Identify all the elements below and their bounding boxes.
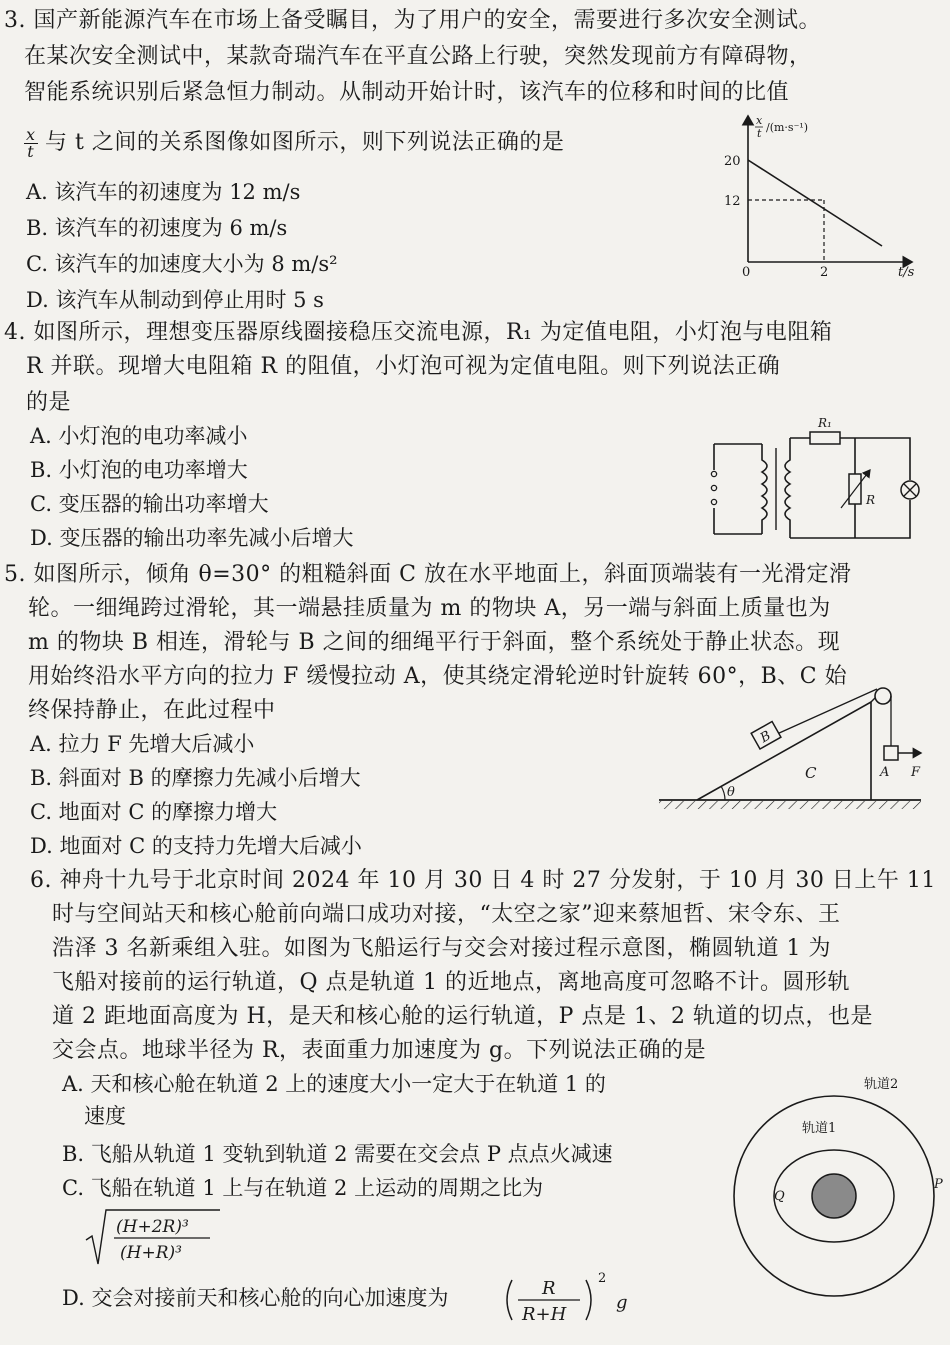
q6-orbit-2-label: 轨道2 [864,1077,899,1092]
q3-xt-graph [720,110,920,285]
q5-force-label: F [911,765,921,780]
q6-stem-line1: 6. 神舟十九号于北京时间 2024 年 10 月 30 日 4 时 27 分发射，于 10 月 30 日上午 11 [30,868,936,893]
q3-option-a[interactable]: A. 该汽车的初速度为 12 m/s [26,180,301,204]
q6-stem-line3: 浩泽 3 名新乘组入驻。如图为飞船运行与交会对接过程示意图，椭圆轨道 1 为 [52,936,831,961]
q5-block-a [884,746,898,760]
q6-option-d-formula [502,1268,642,1328]
q6-stem-line2: 时与空间站天和核心舱前向端口成功对接，“太空之家”迎来蔡旭哲、宋令东、王 [52,902,841,927]
q3-x-label: t/s [898,265,915,280]
q5-option-c[interactable]: C. 地面对 C 的摩擦力增大 [30,800,278,824]
q6-stem-line6: 交会点。地球半径为 R，表面重力加速度为 g。下列说法正确的是 [52,1038,707,1063]
q5-option-a[interactable]: A. 拉力 F 先增大后减小 [30,732,255,756]
q5-stem-line4: 用始终沿水平方向的拉力 F 缓慢拉动 A，使其绕定滑轮逆时针旋转 60°，B、C 始 [28,664,848,689]
q4-secondary-coil [785,438,790,538]
q3-y-tick-12: 12 [724,194,741,209]
q4-option-a[interactable]: A. 小灯泡的电功率减小 [30,424,248,448]
q5-theta-label: θ [727,785,735,800]
q5-stem-line1: 5. 如图所示，倾角 θ=30° 的粗糙斜面 C 放在水平地面上，斜面顶端装有一光滑定滑 [4,562,852,587]
q3-stem-line3: 智能系统识别后紧急恒力制动。从制动开始计时，该汽车的位移和时间的比值 [24,80,790,105]
q3-data-line [748,160,882,246]
q3-y-label-den: t [757,127,762,140]
q5-stem-line2: 轮。一细绳跨过滑轮，其一端悬挂质量为 m 的物块 A，另一端与斜面上质量也为 [28,596,831,621]
q5-stem-line5: 终保持静止，在此过程中 [28,698,276,723]
q6-option-a-cont: 速度 [84,1104,126,1128]
q5-stem-line3: m 的物块 B 相连，滑轮与 B 之间的细绳平行于斜面，整个系统处于静止状态。现 [28,630,841,655]
q6-stem-line4: 飞船对接前的运行轨道，Q 点是轨道 1 的近地点，离地高度可忽略不计。圆形轨 [52,970,851,995]
q6-stem-line5: 道 2 距地面高度为 H，是天和核心舱的运行轨道，P 点是 1、2 轨道的切点，也是 [52,1004,873,1029]
q4-option-b[interactable]: B. 小灯泡的电功率增大 [30,458,248,482]
q6-p-label: P [934,1177,943,1192]
q3-stem-line1: 3. 国产新能源汽车在市场上备受瞩目，为了用户的安全，需要进行多次安全测试。 [4,8,821,33]
q6-q-label: Q [774,1189,785,1204]
q4-primary-coil [762,444,767,534]
q6-option-d-exponent: 2 [598,1271,607,1286]
q6-option-d-denominator: R+H [522,1304,567,1325]
q3-option-d[interactable]: D. 该汽车从制动到停止用时 5 s [26,288,324,312]
q4-r1-label: R₁ [818,416,832,430]
q3-y-tick-20: 20 [724,154,741,169]
q3-option-c[interactable]: C. 该汽车的加速度大小为 8 m/s² [26,252,338,276]
q5-angle-arc [721,786,725,800]
q4-option-c[interactable]: C. 变压器的输出功率增大 [30,492,269,516]
q5-incline-label: C [805,764,817,782]
q5-block-a-label: A [880,765,890,780]
q4-stem-line3: 的是 [26,390,72,415]
q4-option-d[interactable]: D. 变压器的输出功率先减小后增大 [30,526,354,550]
q4-stem-line2: R 并联。现增大电阻箱 R 的阻值，小灯泡可视为定值电阻。则下列说法正确 [26,354,781,379]
q3-y-label-num: x [756,114,763,127]
q3-y-label-unit: /(m·s⁻¹) [766,121,809,134]
q3-origin-label: 0 [742,265,751,280]
q6-option-a[interactable]: A. 天和核心舱在轨道 2 上的速度大小一定大于在轨道 1 的 [62,1072,606,1096]
q5-incline-c [697,702,871,800]
q6-option-d[interactable]: D. 交会对接前天和核心舱的向心加速度为 [62,1286,449,1310]
q6-earth-icon [812,1174,856,1218]
q4-r1-resistor [810,432,840,444]
q3-stem-line2: 在某次安全测试中，某款奇瑞汽车在平直公路上行驶，突然发现前方有障碍物， [24,44,812,69]
q4-circuit-diagram [700,408,930,548]
q4-stem-line1: 4. 如图所示，理想变压器原线圈接稳压交流电源，R₁ 为定值电阻，小灯泡与电阻箱 [4,320,833,345]
q3-ratio-fraction: $\frac{x}{t}$ [26,124,36,161]
q5-block-b-label: B [757,728,774,747]
q5-ground-hatch [659,801,921,809]
q4-r-label: R [866,493,876,507]
q6-option-c-sqrt [84,1206,224,1268]
q5-pulley-icon [875,688,891,704]
q5-option-d[interactable]: D. 地面对 C 的支持力先增大后减小 [30,834,362,858]
q3-stem-line4: $\frac{x}{t}$ 与 t 之间的关系图像如图所示，则下列说法正确的是 [26,124,565,161]
q6-option-d-g: g [616,1292,628,1313]
q6-option-c-numerator: (H+2R)³ [116,1217,189,1237]
q5-incline-figure [655,682,930,812]
q3-x-tick-2: 2 [820,265,829,280]
q6-option-b[interactable]: B. 飞船从轨道 1 变轨到轨道 2 需要在交会点 P 点点火减速 [62,1142,613,1166]
q3-option-b[interactable]: B. 该汽车的初速度为 6 m/s [26,216,288,240]
q6-orbit-diagram [712,1070,948,1302]
q6-option-c[interactable]: C. 飞船在轨道 1 上与在轨道 2 上运动的周期之比为 [62,1176,544,1200]
q6-option-c-denominator: (H+R)³ [120,1243,182,1263]
q5-option-b[interactable]: B. 斜面对 B 的摩擦力先减小后增大 [30,766,361,790]
q6-option-d-numerator: R [542,1278,556,1299]
q6-orbit-1-label: 轨道1 [802,1121,837,1136]
